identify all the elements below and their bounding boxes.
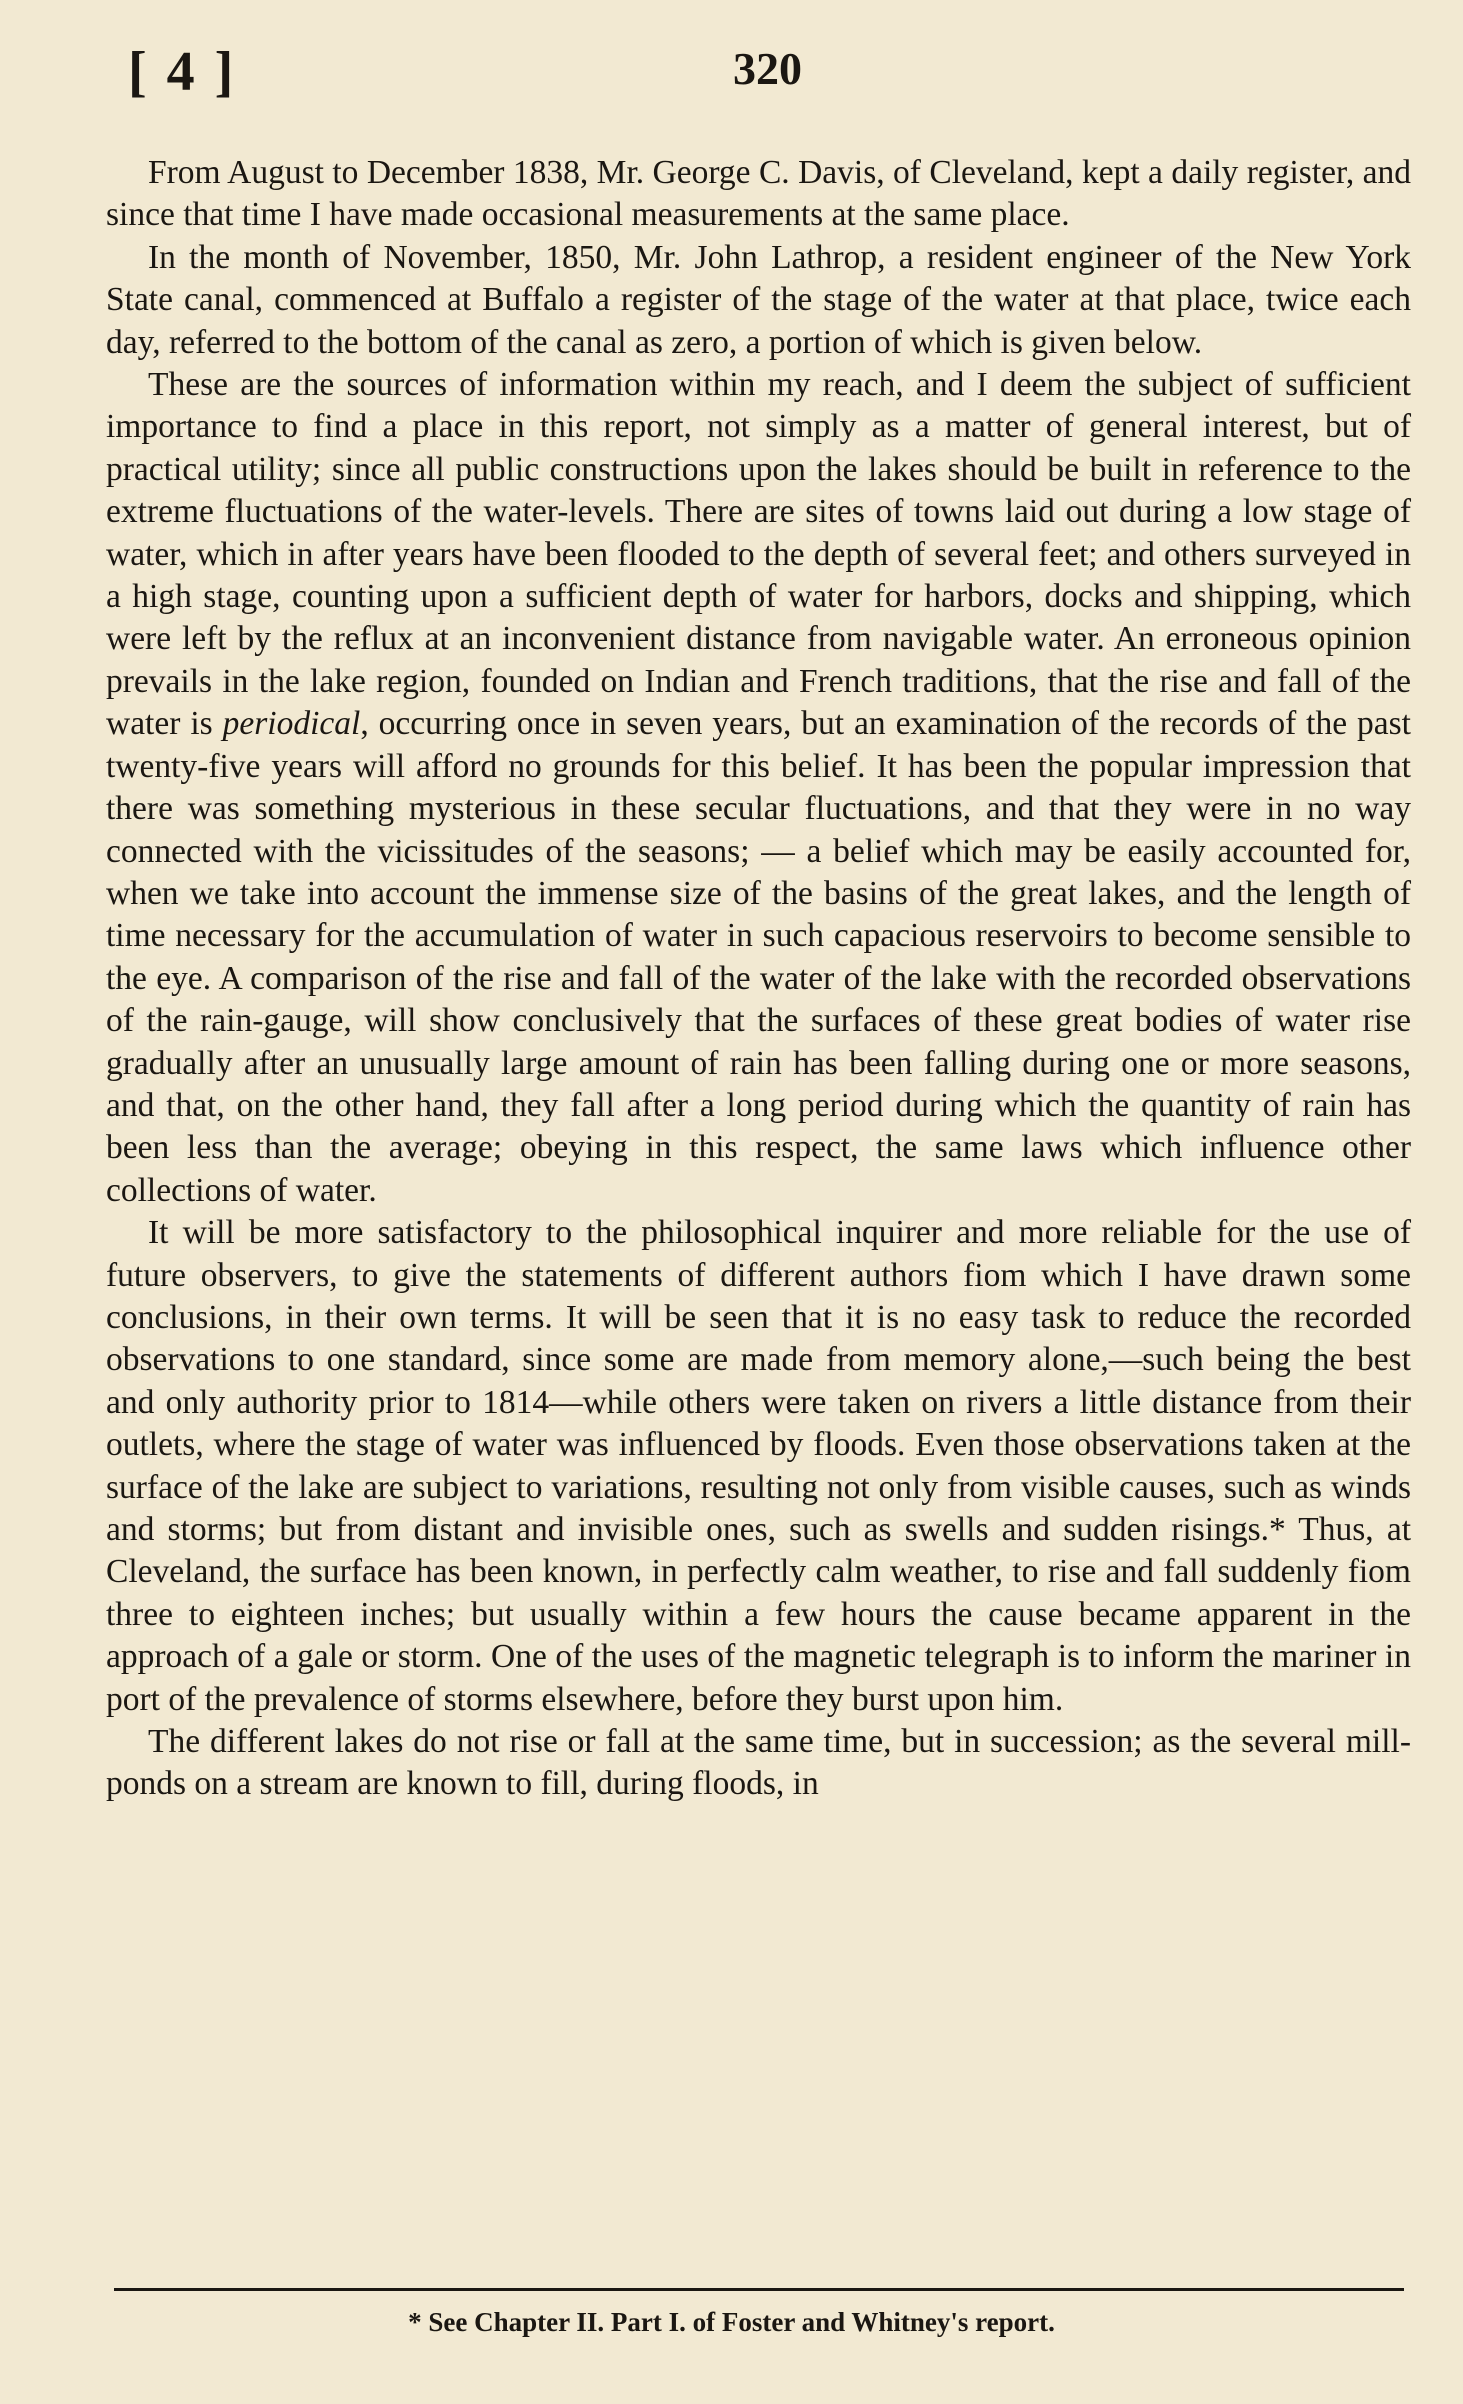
paragraph-text: , occurring once in seven years, but an examination of the records of the past twenty-five years will afford no grounds for this belief. It has been the popular impression that there was something mysterious in these secular fluctuations, and that they were in no way connected with the vicissitudes of the seasons; — a belief which may be easily accounted for, when we take into account the immense size of the basins of the great lakes, and the length of time necessary for the accumulation of water in such capacious reservoirs to become sensible to the eye. A comparison of the rise and fall of the water of the lake with the recorded observations of the rain-gauge, will show conclusively that the surfaces of these great bodies of water rise gradually after an unusually large amount of rain has been falling during one or more seasons, and that, on the other hand, they fall after a long period during which the quantity of rain has been less than the average; obeying in this respect, the same laws which influence other collections of water. (106, 705, 1411, 1209)
paragraph-davis-register: From August to December 1838, Mr. George C. Davis, of Cleveland, kept a daily register, and since that time I have made occasional measurements at the same place. (106, 154, 1411, 234)
paragraph-observations: It will be more satisfactory to the philosophical inquirer and more reliable for the use of future observers, to give the statements of different authors fiom which I have drawn some conclusions, in their own terms. It will be seen that it is no easy task to reduce the recorded observations to one standard, since some are made from memory alone,—such being the best and only authority prior to 1814—while others were taken on rivers a little distance from their outlets, where the stage of water was influenced by floods. Even those observations taken at the surface of the lake are subject to variations, resulting not only from visible causes, such as winds and storms; but from distant and invisible ones, such as swells and sudden risings.* Thus, at Cleveland, the surface has been known, in perfectly calm weather, to rise and fall suddenly fiom three to eighteen inches; but usually within a few hours the cause became apparent in the approach of a gale or storm. One of the uses of the magnetic telegraph is to inform the mariner in port of the prevalence of storms elsewhere, before they burst upon him. (106, 1214, 1411, 1718)
footnote: * See Chapter II. Part I. of Foster and Whitney's report. (408, 2307, 1055, 2337)
paragraph-lathrop-register: In the month of November, 1850, Mr. John Lathrop, a resident engineer of the New York State canal, commenced at Buffalo a register of the stage of the water at that place, twice each day, referred to the bottom of the canal as zero, a portion of which is given below. (106, 238, 1411, 361)
page-number: 320 (733, 43, 802, 94)
signature-mark: [ 4 ] (128, 41, 237, 103)
footnote-divider (114, 2288, 1404, 2291)
page-header (106, 40, 1411, 118)
paragraph-lakes-succession: The different lakes do not rise or fall at the same time, but in succession; as the several mill-ponds on a stream are known to fill, during floods, in (106, 1723, 1411, 1803)
body-text (106, 152, 1411, 1806)
paragraph-sources-of-information (106, 364, 1411, 1212)
emphasis-periodical: periodical (222, 705, 361, 743)
paragraph-text: These are the sources of information within my reach, and I deem the subject of sufficient importance to find a place in this report, not simply as a matter of general interest, but of practical utility; since all public constructions upon the lakes should be built in reference to the extreme fluctuations of the water-levels. There are sites of towns laid out during a low stage of water, which in after years have been flooded to the depth of several feet; and others surveyed in a high stage, counting upon a sufficient depth of water for harbors, docks and shipping, which were left by the reflux at an inconvenient distance from navigable water. An erroneous opinion prevails in the lake region, founded on Indian and French traditions, that the rise and fall of the water is (106, 366, 1411, 743)
